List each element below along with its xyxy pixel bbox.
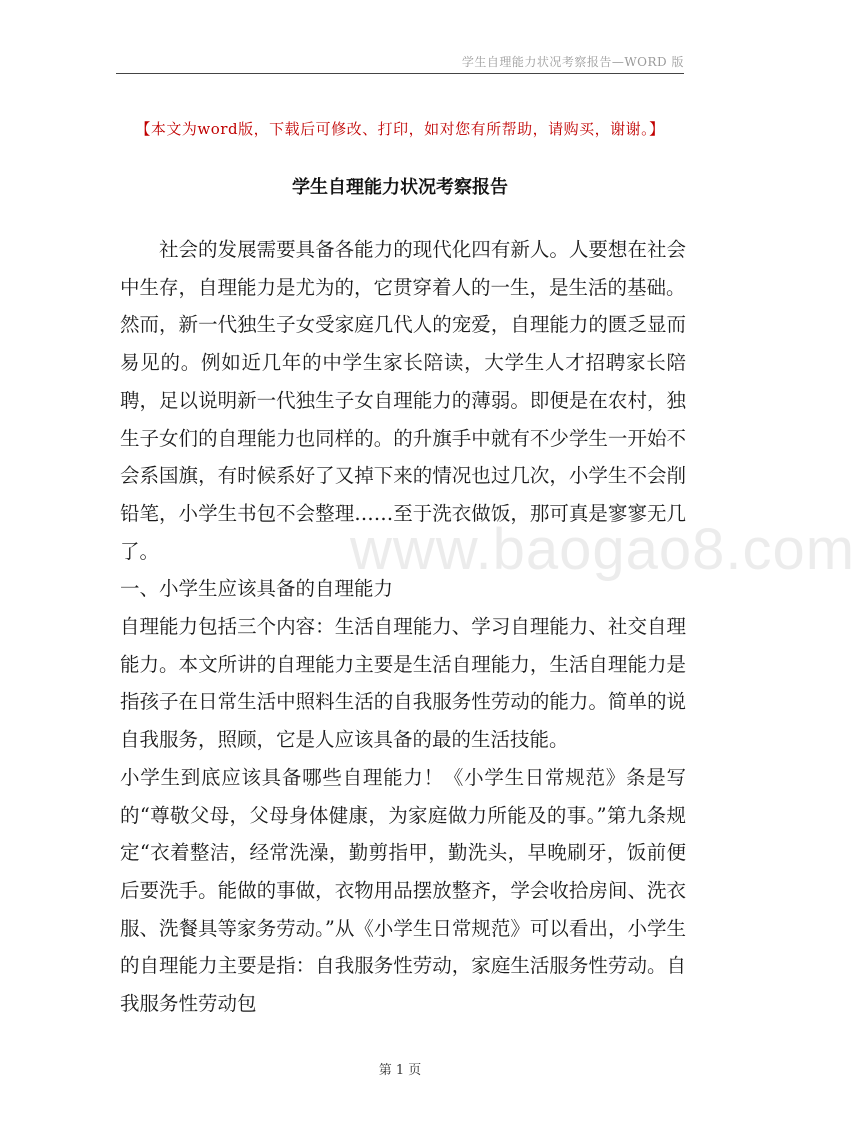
paragraph-definition: 自理能力包括三个内容：生活自理能力、学习自理能力、社交自理能力。本文所讲的自理能力主要是生活自理能力，生活自理能力是指孩子在日常生活中照料生活的自我服务性劳动的能力。简单的说自我服务，照顾，它是人应该具备的最的生活技能。: [120, 615, 686, 752]
section-heading: 一、小学生应该具备的自理能力: [120, 577, 394, 601]
watermark: www.baogao8.com: [350, 517, 855, 582]
paragraph-intro: 社会的发展需要具备各能力的现代化四有新人。人要想在社会中生存，自理能力是尤为的，它贯穿着人的一生，是生活的基础。: [120, 238, 686, 299]
paragraph-problem: 然而，新一代独生子女受家庭几代人的宠爱，自理能力的匮乏显而易见的。例如近几年的中学生家长陪读，大学生人才招聘家长陪聘，足以说明新一代独生子女自理能力的薄弱。即便是在农村，独生子女们的自理能力也同样的。的升旗手中就有不少学生一开始不会系国旗，有时候系好了又掉下来的情况也过几次，小学生不会削铅笔，小学生书包不会整理……至于洗衣做饭，那可真是寥寥无几了。: [120, 313, 686, 563]
page-number: 第 1 页: [378, 1063, 422, 1078]
purchase-notice: 【本文为word版，下载后可修改、打印，如对您有所帮助，请购买，谢谢。】: [135, 120, 665, 138]
paragraph-standards: 小学生到底应该具备哪些自理能力！《小学生日常规范》条是写的“尊敬父母，父母身体健康，为家庭做力所能及的事。”第九条规定“衣着整洁，经常洗澡，勤剪指甲，勤洗头，早晚刷牙，饭前便后要洗手。能做的事做，衣物用品摆放整齐，学会收拾房间、洗衣服、洗餐具等家务劳动。”从《小学生日常规范》可以看出，小学生的自理能力主要是指：自我服务性劳动，家庭生活服务性劳动。自我服务性劳动包: [120, 765, 686, 1016]
header-divider: [116, 73, 684, 74]
running-header: 学生自理能力状况考察报告—WORD 版: [461, 55, 684, 69]
document-title: 学生自理能力状况考察报告: [292, 177, 508, 198]
document-body: [120, 231, 686, 1023]
